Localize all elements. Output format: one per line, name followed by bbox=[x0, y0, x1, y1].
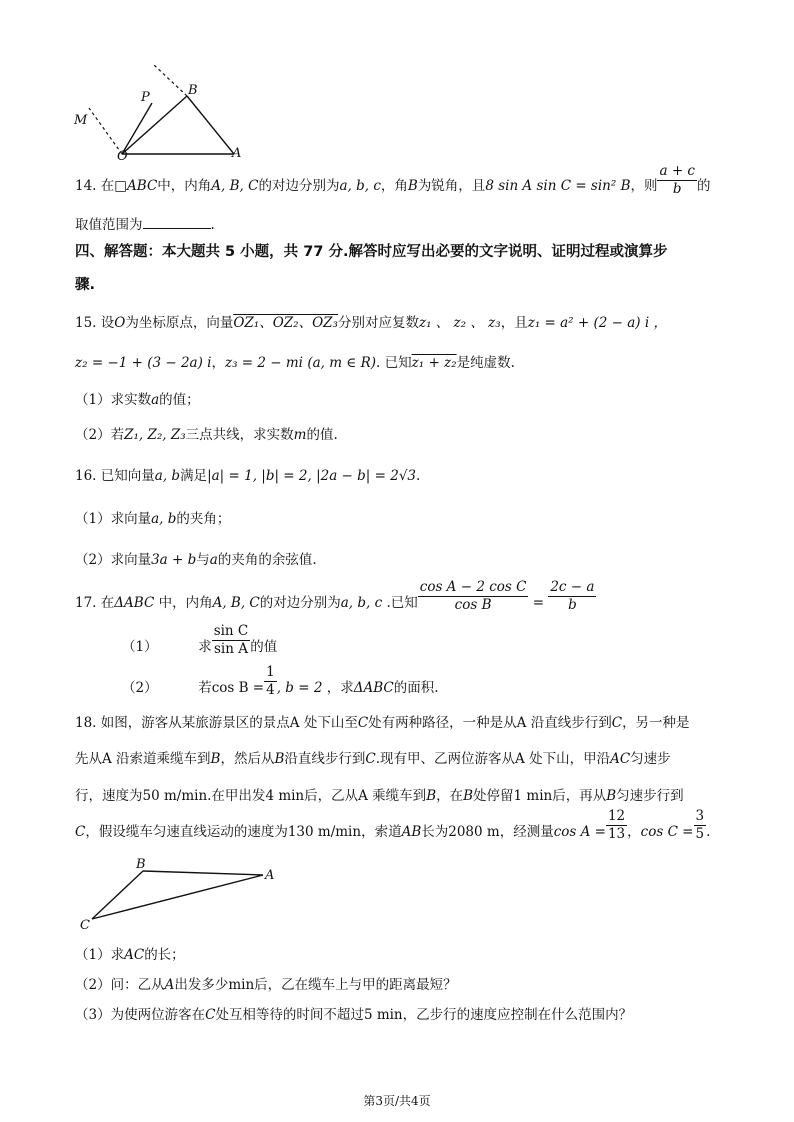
q18-part3: （3）为使两位游客在C处互相等待的时间不超过5 min，乙步行的速度应控制在什么范围内？ bbox=[75, 1007, 633, 1023]
page-footer: 第3页/共4页 bbox=[363, 1094, 431, 1108]
figure-label-c: C bbox=[80, 918, 90, 933]
q16-part2: （2）求向量3a + b与a的夹角的余弦值. bbox=[75, 552, 317, 568]
figure-label-o: O bbox=[117, 149, 128, 164]
triangle-figure bbox=[70, 855, 290, 935]
q18-line3: 行，速度为50 m/min.在甲出发4 min后，乙从A 乘缆车到B，在B处停留1 min后，再从B匀速步行到 bbox=[75, 788, 684, 804]
answer-blank bbox=[143, 214, 211, 229]
figure-label-b: B bbox=[188, 83, 198, 98]
q15-part1: （1）求实数a的值； bbox=[75, 392, 200, 408]
figure-label-p: P bbox=[141, 90, 150, 105]
q16-line1: 16. 已知向量a, b满足|a| = 1, |b| = 2, |2a − b| = 2√3. bbox=[75, 468, 421, 484]
figure-label-b: B bbox=[136, 857, 146, 872]
q15-part2: （2）若Z₁, Z₂, Z₃三点共线，求实数m的值. bbox=[75, 427, 338, 443]
q17-line1: 17. 在ΔABC 中，内角A, B, C的对边分别为a, b, c .已知 $\frac{\text{cos A − 2 cos C}}{\text{cos B}}$ = $\frac{2c - a}{b}$ bbox=[75, 579, 595, 613]
figure-label-m: M bbox=[74, 113, 88, 128]
section-heading-cont: 骤. bbox=[75, 277, 96, 293]
q18-part1: （1）求AC的长； bbox=[75, 947, 185, 963]
figure-label-a: A bbox=[265, 868, 275, 883]
q17-part1: （1） 求 $\frac{\text{sin C}}{\text{sin A}}$ 的值 bbox=[122, 623, 278, 657]
q16-part1: （1）求向量a, b的夹角； bbox=[75, 511, 231, 527]
q14-line2: 取值范围为 . bbox=[75, 214, 215, 235]
q14-line1: 14. 在□ABC中，内角A, B, C的对边分别为a, b, c，角B为锐角，且8 sin A sin C = sin² B，则 $\frac{a + c}{b}$ 的 bbox=[75, 163, 711, 197]
angle-figure bbox=[70, 58, 260, 168]
q18-line1: 18. 如图，游客从某旅游景区的景点A 处下山至C处有两种路径，一种是从A 沿直线步行到C，另一种是 bbox=[75, 715, 690, 731]
q15-line1: 15. 设O为坐标原点，向量OZ₁、OZ₂、OZ₃分别对应复数z₁ 、 z₂ 、 z₃，且z₁ = a² + (2 − a) i ， bbox=[75, 315, 667, 331]
q15-line2: z₂ = −1 + (3 − 2a) i，z₃ = 2 − mi (a, m ∈ R). 已知z₁ + z₂是纯虚数. bbox=[75, 355, 515, 371]
figure-label-a: A bbox=[232, 146, 242, 161]
section-heading: 四、解答题：本大题共 5 小题，共 77 分.解答时应写出必要的文字说明、证明过程或演算步 bbox=[75, 244, 668, 260]
q18-line4: C，假设缆车匀速直线运动的速度为130 m/min，索道AB长为2080 m，经测量cos A = $\frac{12}{13}$ ，cos C = $\frac{3}{5}$ . bbox=[75, 808, 711, 842]
q18-line2: 先从A 沿索道乘缆车到B，然后从B沿直线步行到C.现有甲、乙两位游客从A 处下山，甲沿AC匀速步 bbox=[75, 751, 671, 767]
q18-part2: （2）问：乙从A出发多少min后，乙在缆车上与甲的距离最短？ bbox=[75, 977, 457, 993]
q17-part2: （2） 若cos B = $\frac{1}{4}$ , b = 2 ，求ΔABC的面积. bbox=[122, 664, 439, 698]
